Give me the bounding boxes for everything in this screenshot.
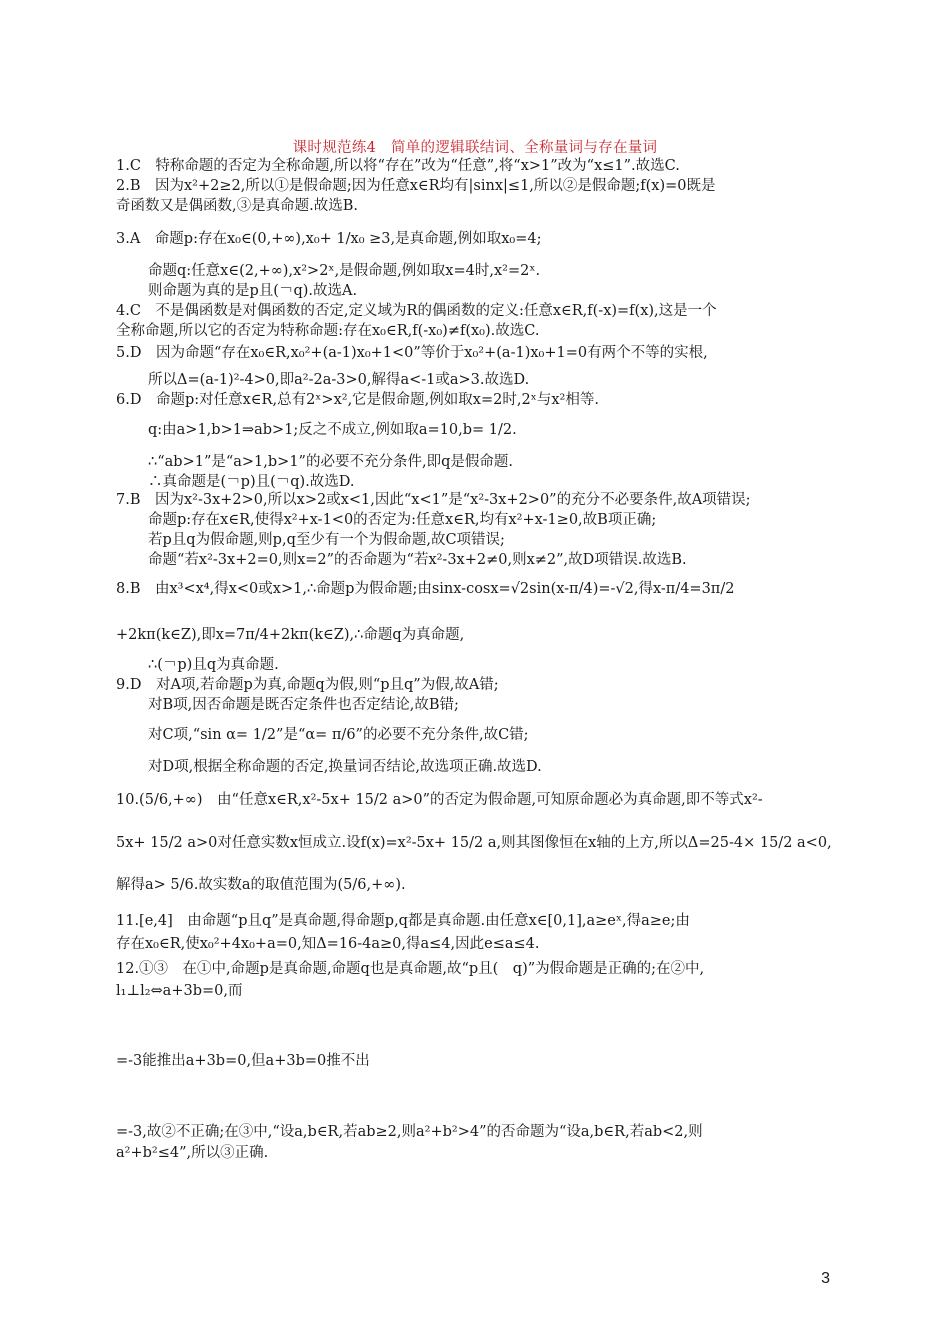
answer-10-line2: 5x+ 15/2 a>0对任意实数x恒成立.设f(x)=x²-5x+ 15/2 a,则其图像恒在x轴的上方,所以Δ=25-4× 15/2 a<0,	[116, 835, 832, 851]
answer-5-line2: 所以Δ=(a-1)²-4>0,即a²-2a-3>0,解得a<-1或a>3.故选D.	[148, 372, 530, 388]
answer-12-line2: l₁⊥l₂⇔a+3b=0,而	[116, 983, 243, 999]
answer-9-line4: 对D项,根据全称命题的否定,换量词否结论,故选项正确.故选D.	[148, 759, 542, 775]
answer-10-line3: 解得a> 5/6.故实数a的取值范围为(5/6,+∞).	[116, 877, 406, 893]
answer-3: 3.A 命题p:存在x₀∈(0,+∞),x₀+ 1/x₀ ≥3,是真命题,例如取x₀=4;	[116, 231, 542, 247]
answer-6-line3: ∴“ab>1”是“a>1,b>1”的必要不充分条件,即q是假命题.	[148, 454, 513, 470]
answer-4: 4.C 不是偶函数是对偶函数的否定,定义域为R的偶函数的定义:任意x∈R,f(-x)=f(x),这是一个	[116, 303, 717, 319]
answer-1: 1.C 特称命题的否定为全称命题,所以将“存在”改为“任意”,将“x>1”改为“x≤1”.故选C.	[116, 158, 680, 174]
answer-7-line4: 命题“若x²-3x+2=0,则x=2”的否命题为“若x²-3x+2≠0,则x≠2”,故D项错误.故选B.	[148, 552, 687, 568]
answer-9-line2: 对B项,因否命题是既否定条件也否定结论,故B错;	[148, 697, 459, 713]
answer-11: 11.[e,4] 由命题“p且q”是真命题,得命题p,q都是真命题.由任意x∈[0,1],a≥eˣ,得a≥e;由	[116, 913, 690, 929]
answer-3-line2: 命题q:任意x∈(2,+∞),x²>2ˣ,是假命题,例如取x=4时,x²=2ˣ.	[148, 263, 541, 279]
answer-6-line4: ∴真命题是(￢p)且(￢q).故选D.	[148, 474, 355, 490]
answer-6-line2: q:由a>1,b>1⇒ab>1;反之不成立,例如取a=10,b= 1/2.	[148, 422, 517, 438]
answer-6: 6.D 命题p:对任意x∈R,总有2ˣ>x²,它是假命题,例如取x=2时,2ˣ与x²相等.	[116, 392, 599, 408]
answer-12: 12.①③ 在①中,命题p是真命题,命题q也是真命题,故“p且( q)”为假命题是正确的;在②中,	[116, 961, 705, 977]
page-number: 3	[821, 1270, 830, 1287]
answer-2: 2.B 因为x²+2≥2,所以①是假命题;因为任意x∈R均有|sinx|≤1,所以②是假命题;f(x)=0既是	[116, 178, 716, 194]
answer-9: 9.D 对A项,若命题p为真,命题q为假,则“p且q”为假,故A错;	[116, 677, 499, 693]
answer-7: 7.B 因为x²-3x+2>0,所以x>2或x<1,因此“x<1”是“x²-3x+2>0”的充分不必要条件,故A项错误;	[116, 492, 751, 508]
answer-12-line5: a²+b²≤4”,所以③正确.	[116, 1145, 269, 1161]
answer-8-line2: +2kπ(k∈Z),即x=7π/4+2kπ(k∈Z),∴命题q为真命题,	[116, 627, 465, 643]
answer-3-line3: 则命题为真的是p且(￢q).故选A.	[148, 283, 358, 299]
answer-2-cont: 奇函数又是偶函数,③是真命题.故选B.	[116, 198, 358, 214]
answer-8-line3: ∴(￢p)且q为真命题.	[148, 657, 279, 673]
answer-10: 10.(5/6,+∞) 由“任意x∈R,x²-5x+ 15/2 a>0”的否定为假命题,可知原命题必为真命题,即不等式x²-	[116, 792, 763, 808]
answer-4-cont: 全称命题,所以它的否定为特称命题:存在x₀∈R,f(-x₀)≠f(x₀).故选C.	[116, 323, 540, 339]
answer-5: 5.D 因为命题“存在x₀∈R,x₀²+(a-1)x₀+1<0”等价于x₀²+(a-1)x₀+1=0有两个不等的实根,	[116, 345, 708, 361]
answer-12-line3: =-3能推出a+3b=0,但a+3b=0推不出	[116, 1053, 370, 1069]
answer-7-line2: 命题p:存在x∈R,使得x²+x-1<0的否定为:任意x∈R,均有x²+x-1≥0,故B项正确;	[148, 512, 657, 528]
answer-11-cont: 存在x₀∈R,使x₀²+4x₀+a=0,知Δ=16-4a≥0,得a≤4,因此e≤a≤4.	[116, 936, 540, 952]
answer-12-line4: =-3,故②不正确;在③中,“设a,b∈R,若ab≥2,则a²+b²>4”的否命题为“设a,b∈R,若ab<2,则	[116, 1124, 703, 1140]
answer-8: 8.B 由x³<x⁴,得x<0或x>1,∴命题p为假命题;由sinx-cosx=√2sin(x-π/4)=-√2,得x-π/4=3π/2	[116, 581, 735, 597]
page-title: 课时规范练4 简单的逻辑联结词、全称量词与存在量词	[292, 140, 658, 156]
answer-7-line3: 若p且q为假命题,则p,q至少有一个为假命题,故C项错误;	[148, 532, 505, 548]
answer-9-line3: 对C项,“sin α= 1/2”是“α= π/6”的必要不充分条件,故C错;	[148, 727, 529, 743]
